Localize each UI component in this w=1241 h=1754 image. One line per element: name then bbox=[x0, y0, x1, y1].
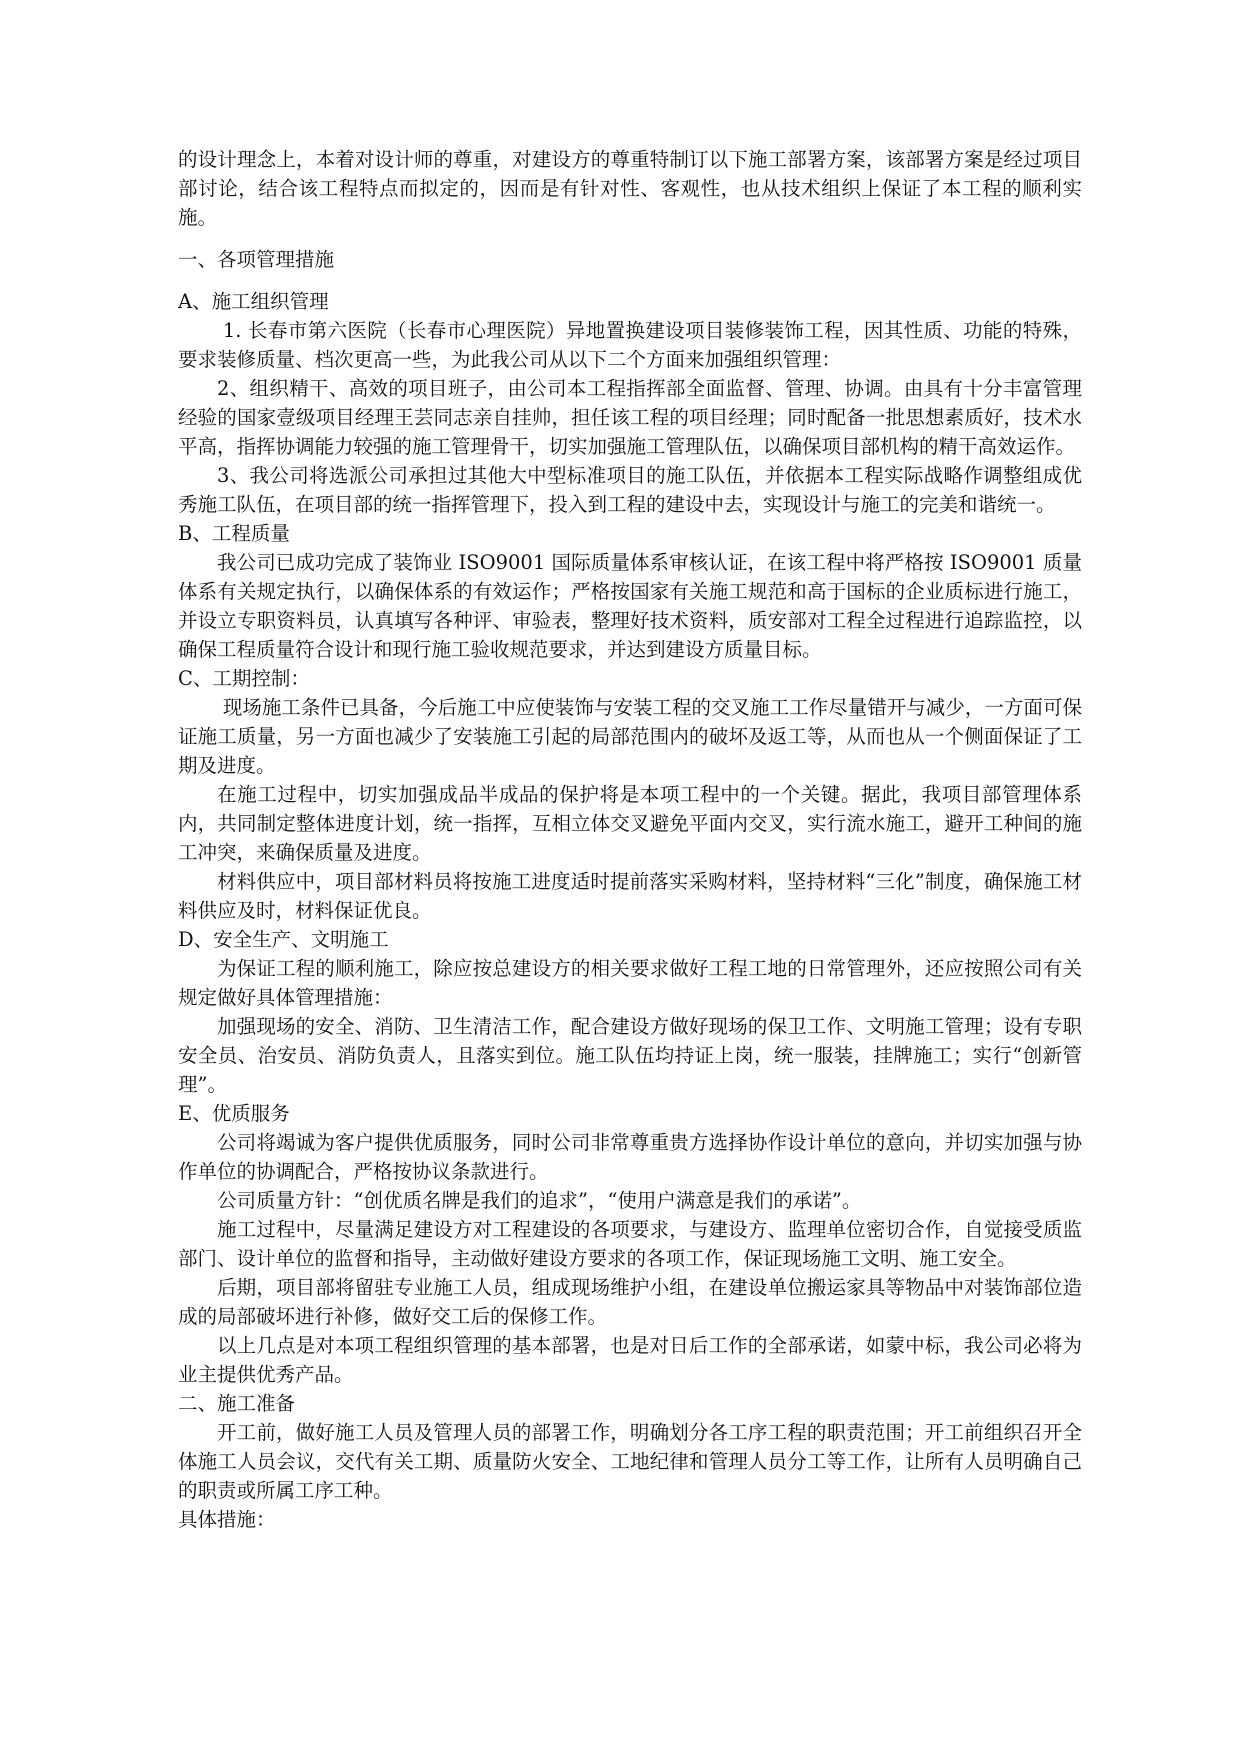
subsection-heading-c: C、工期控制： bbox=[178, 667, 310, 690]
paragraph-a1: 1. 长春市第六医院（长春市心理医院）异地置换建设项目装修装饰工程，因其性质、功能的特殊，要求装修质量、档次更高一些，为此我公司从以下二个方面来加强组织管理： bbox=[178, 319, 1082, 371]
paragraph-e5: 以上几点是对本项工程组织管理的基本部署，也是对日后工作的全部承诺，如蒙中标，我公司必将为业主提供优秀产品。 bbox=[178, 1334, 1082, 1386]
paragraph-d2: 加强现场的安全、消防、卫生清洁工作，配合建设方做好现场的保卫工作、文明施工管理；设有专职安全员、治安员、消防负责人，且落实到位。施工队伍均持证上岗，统一服装，挂牌施工；实行“创新管理”。 bbox=[178, 1015, 1082, 1096]
paragraph-e4: 后期，项目部将留驻专业施工人员，组成现场维护小组，在建设单位搬运家具等物品中对装饰部位造成的局部破坏进行补修，做好交工后的保修工作。 bbox=[178, 1276, 1082, 1328]
paragraph-e2: 公司质量方针：“创优质名牌是我们的追求”，“使用户满意是我们的承诺”。 bbox=[217, 1189, 862, 1212]
intro-paragraph: 的设计理念上，本着对设计师的尊重，对建设方的尊重特制订以下施工部署方案，该部署方案是经过项目部讨论，结合该工程特点而拟定的，因而是有针对性、客观性，也从技术组织上保证了本工程的顺利实施。 bbox=[178, 148, 1082, 229]
paragraph-e3: 施工过程中，尽量满足建设方对工程建设的各项要求，与建设方、监理单位密切合作，自觉接受质监部门、设计单位的监督和指导，主动做好建设方要求的各项工作，保证现场施工文明、施工安全。 bbox=[178, 1218, 1082, 1270]
paragraph-c1: 现场施工条件已具备，今后施工中应使装饰与安装工程的交叉施工工作尽量错开与减少，一方面可保证施工质量，另一方面也减少了安装施工引起的局部范围内的破坏及返工等，从而也从一个侧面保证了工期及进度。 bbox=[178, 696, 1082, 777]
section-heading-1: 一、各项管理措施 bbox=[178, 248, 335, 271]
section-heading-2: 二、施工准备 bbox=[178, 1392, 296, 1415]
paragraph-e1: 公司将竭诚为客户提供优质服务，同时公司非常尊重贵方选择协作设计单位的意向，并切实加强与协作单位的协调配合，严格按协议条款进行。 bbox=[178, 1131, 1082, 1183]
subsection-heading-d: D、安全生产、文明施工 bbox=[178, 928, 389, 951]
subsection-heading-e: E、优质服务 bbox=[178, 1102, 290, 1125]
subsection-heading-b: B、工程质量 bbox=[178, 522, 290, 545]
paragraph-b1: 我公司已成功完成了装饰业 ISO9001 国际质量体系审核认证，在该工程中将严格按 ISO9001 质量体系有关规定执行，以确保体系的有效运作；严格按国家有关施工规范和高于国标的企业质标进行施工，并设立专职资料员，认真填写各种评、审验表，整理好技术资料，质安部对工程全过程进行追踪监控，以确保工程质量符合设计和现行施工验收规范要求，并达到建设方质量目标。 bbox=[178, 551, 1082, 661]
paragraph-s2-2: 具体措施： bbox=[178, 1508, 276, 1531]
paragraph-c2: 在施工过程中，切实加强成品半成品的保护将是本项工程中的一个关键。据此，我项目部管理体系内，共同制定整体进度计划，统一指挥，互相立体交叉避免平面内交叉，实行流水施工，避开工种间的施工冲突，来确保质量及进度。 bbox=[178, 783, 1082, 864]
subsection-heading-a: A、施工组织管理 bbox=[178, 290, 329, 313]
document-page bbox=[178, 145, 1082, 1534]
paragraph-s2-1: 开工前，做好施工人员及管理人员的部署工作，明确划分各工序工程的职责范围；开工前组织召开全体施工人员会议，交代有关工期、质量防火安全、工地纪律和管理人员分工等工作，让所有人员明确自己的职责或所属工序工种。 bbox=[178, 1421, 1082, 1502]
paragraph-a3: 3、我公司将选派公司承担过其他大中型标准项目的施工队伍，并依据本工程实际战略作调整组成优秀施工队伍，在项目部的统一指挥管理下，投入到工程的建设中去，实现设计与施工的完美和谐统一。 bbox=[178, 464, 1082, 516]
paragraph-a2: 2、组织精干、高效的项目班子，由公司本工程指挥部全面监督、管理、协调。由具有十分丰富管理经验的国家壹级项目经理王芸同志亲自挂帅，担任该工程的项目经理；同时配备一批思想素质好，技术水平高，指挥协调能力较强的施工管理骨干，切实加强施工管理队伍，以确保项目部机构的精干高效运作。 bbox=[178, 377, 1082, 458]
paragraph-c3: 材料供应中，项目部材料员将按施工进度适时提前落实采购材料，坚持材料“三化”制度，确保施工材料供应及时，材料保证优良。 bbox=[178, 870, 1082, 922]
paragraph-d1: 为保证工程的顺利施工，除应按总建设方的相关要求做好工程工地的日常管理外，还应按照公司有关规定做好具体管理措施： bbox=[178, 957, 1082, 1009]
